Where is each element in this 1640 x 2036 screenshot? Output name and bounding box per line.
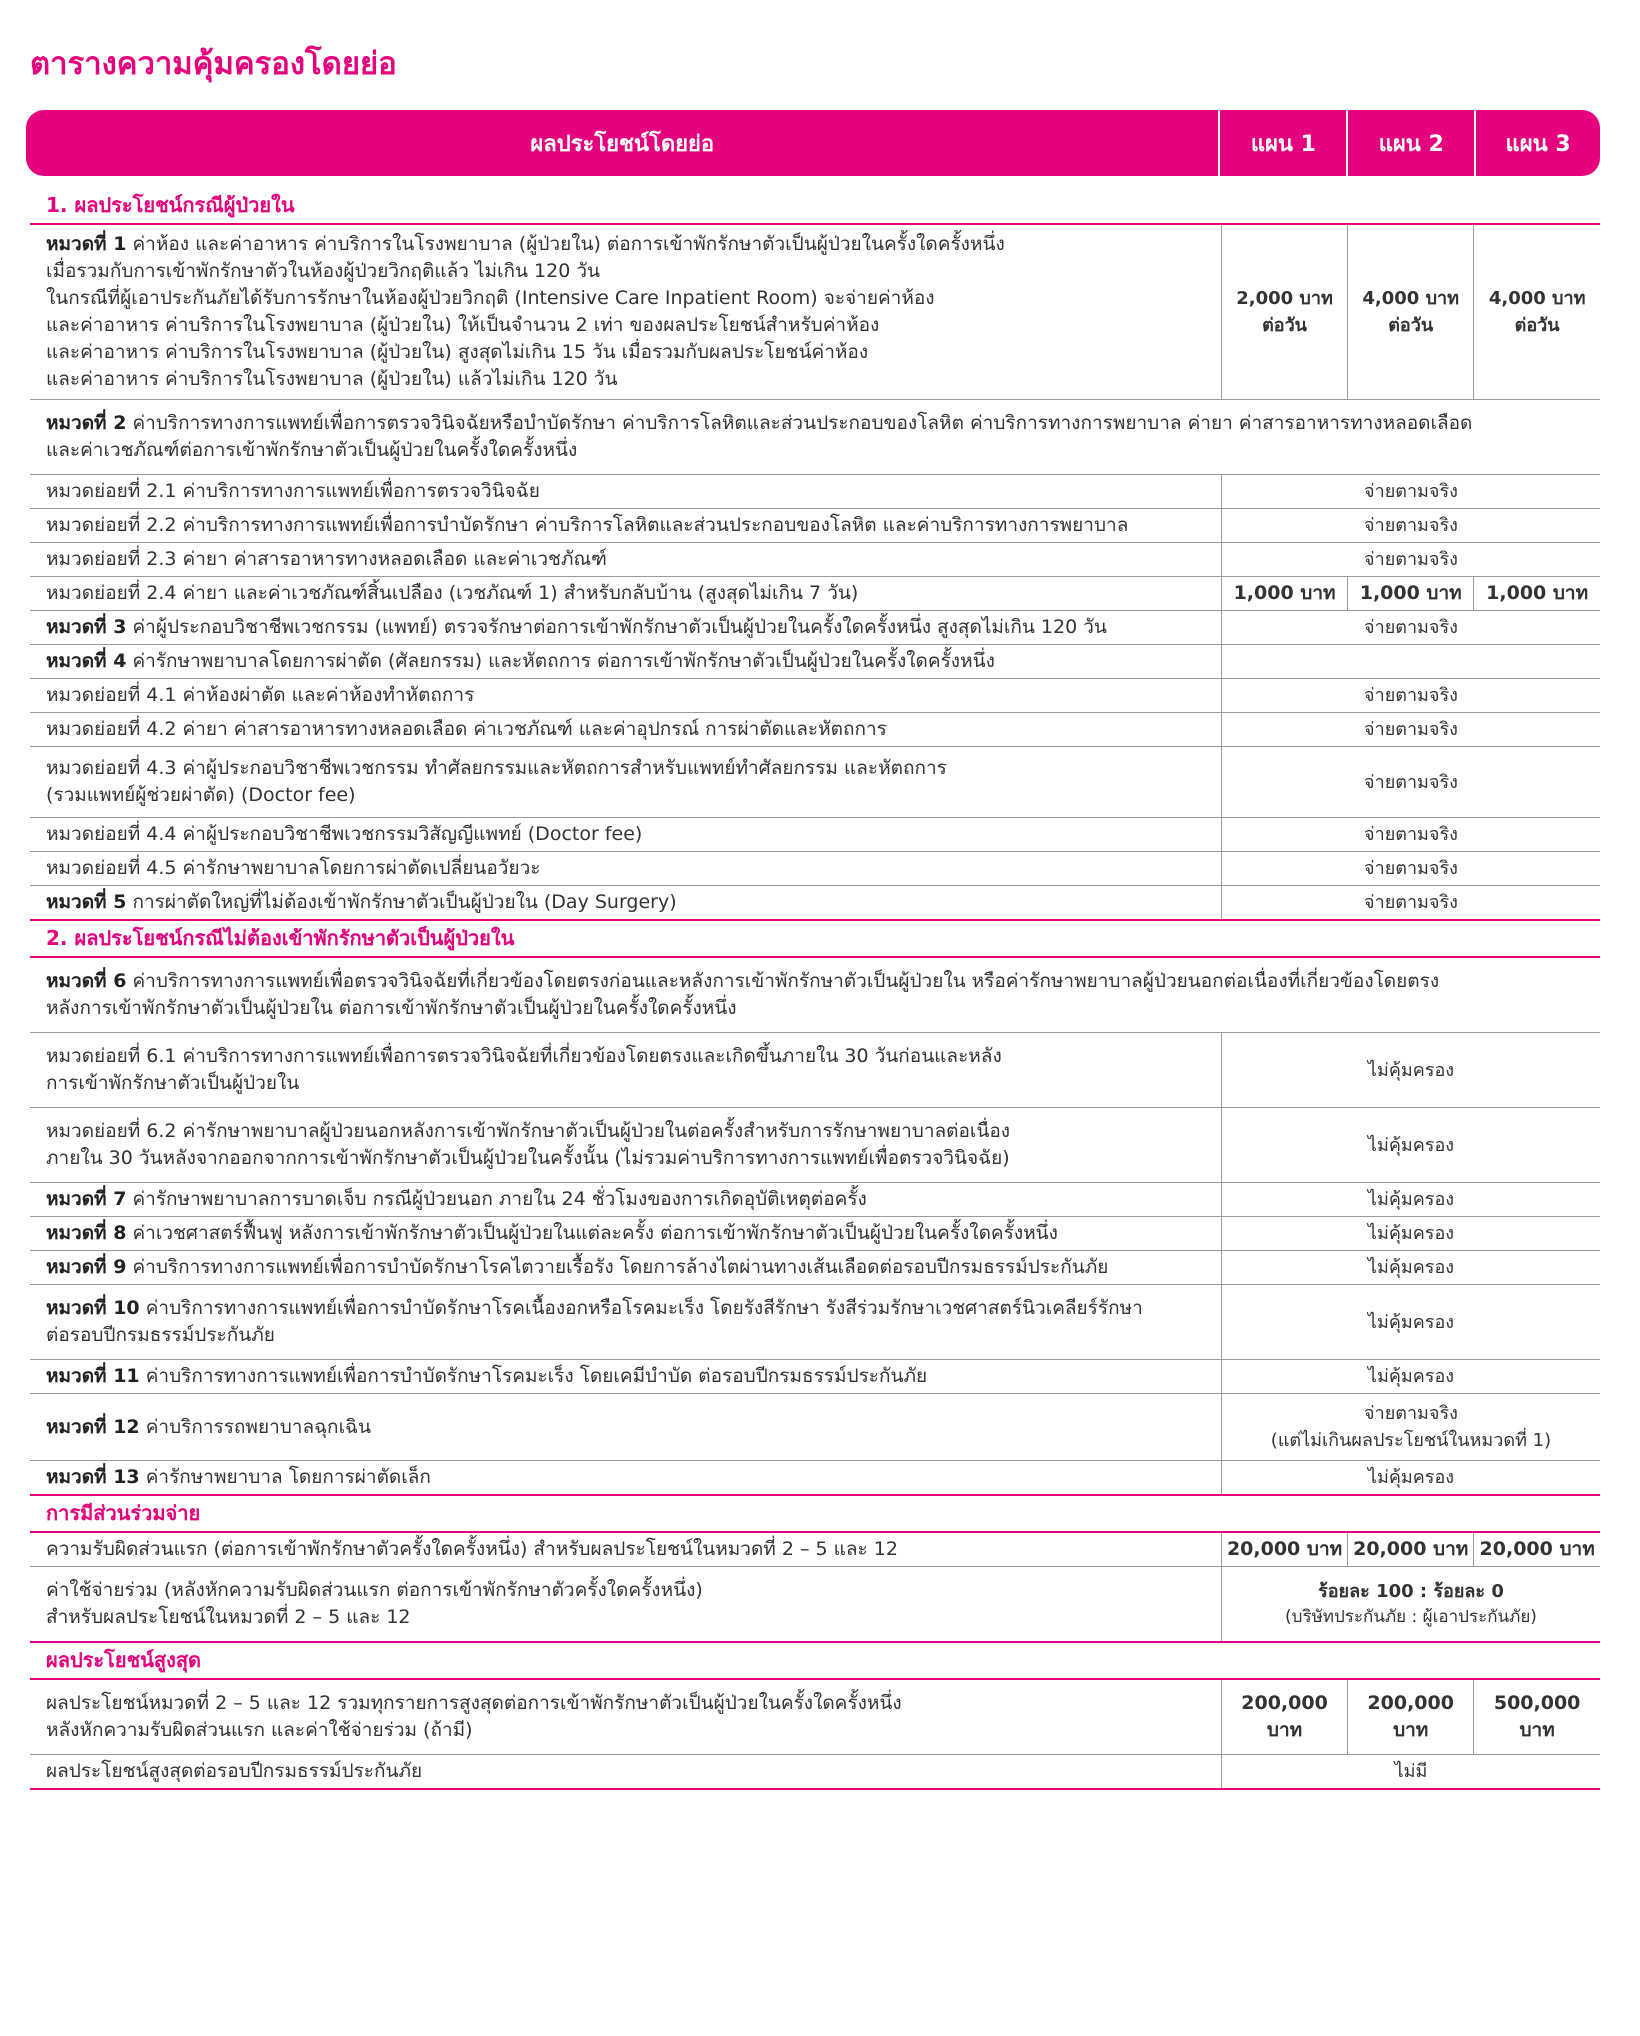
- category-label: หมวดที่ 8: [46, 1222, 127, 1244]
- section-title-row: [30, 1642, 1600, 1679]
- row-value: ไม่คุ้มครอง: [1221, 1183, 1600, 1217]
- table-row: [30, 886, 1600, 921]
- table-row: [30, 1394, 1600, 1461]
- row-category-6: [30, 957, 1600, 1033]
- row-max-per-stay: [30, 1679, 1221, 1755]
- table-row: [30, 679, 1600, 713]
- table-row: [30, 852, 1600, 886]
- table-row: [30, 645, 1600, 679]
- plan-2-value: [1348, 224, 1474, 400]
- row-text: ค่ารักษาพยาบาลการบาดเจ็บ กรณีผู้ป่วยนอก ภายใน 24 ชั่วโมงของการเกิดอุบัติเหตุต่อครั้ง: [132, 1188, 867, 1210]
- table-header: [26, 110, 1600, 176]
- row-value: ไม่คุ้มครอง: [1221, 1285, 1600, 1360]
- value-amount: 2,000 บาท: [1236, 288, 1333, 309]
- row-text: ในกรณีที่ผู้เอาประกันภัยได้รับการรักษาในห้องผู้ป่วยวิกฤติ (Intensive Care Inpatient Room) จะจ่ายค่าห้อง: [46, 287, 935, 309]
- section-title-row: [30, 188, 1600, 224]
- row-value: จ่ายตามจริง: [1221, 475, 1600, 509]
- row-category-3: [30, 611, 1221, 645]
- plan-1-value: 20,000 บาท: [1221, 1532, 1347, 1567]
- table-row: [30, 1183, 1600, 1217]
- value-amount: 4,000 บาท: [1362, 288, 1459, 309]
- row-text: การเข้าพักรักษาตัวเป็นผู้ป่วยใน: [46, 1072, 300, 1094]
- table-row: [30, 818, 1600, 852]
- row-coinsurance: [30, 1567, 1221, 1643]
- row-max-per-year: ผลประโยชน์สูงสุดต่อรอบปีกรมธรรม์ประกันภัย: [30, 1755, 1221, 1790]
- row-subcategory-2-1: หมวดย่อยที่ 2.1 ค่าบริการทางการแพทย์เพื่อการตรวจวินิจฉัย: [30, 475, 1221, 509]
- section-2-title: 2. ผลประโยชน์กรณีไม่ต้องเข้าพักรักษาตัวเป็นผู้ป่วยใน: [30, 920, 1600, 957]
- row-value: จ่ายตามจริง: [1221, 747, 1600, 818]
- row-text: ค่าเวชศาสตร์ฟื้นฟู หลังการเข้าพักรักษาตัวเป็นผู้ป่วยในแต่ละครั้ง ต่อการเข้าพักรักษาตัวเป็นผู้ป่วยในครั้งใดครั้งหนึ่ง: [132, 1222, 1058, 1244]
- category-label: หมวดที่ 9: [46, 1256, 127, 1278]
- value-line: ร้อยละ 100 : ร้อยละ 0: [1318, 1581, 1504, 1602]
- row-value: จ่ายตามจริง: [1221, 679, 1600, 713]
- row-text: ค่าใช้จ่ายร่วม (หลังหักความรับผิดส่วนแรก ต่อการเข้าพักรักษาตัวครั้งใดครั้งหนึ่ง): [46, 1579, 703, 1601]
- value-line: จ่ายตามจริง: [1364, 1403, 1458, 1424]
- table-row: [30, 1108, 1600, 1183]
- row-text: ค่าห้อง และค่าอาหาร ค่าบริการในโรงพยาบาล (ผู้ป่วยใน) ต่อการเข้าพักรักษาตัวเป็นผู้ป่วยในครั้งใดครั้งหนึ่ง: [132, 233, 1005, 255]
- row-subcategory-4-2: หมวดย่อยที่ 4.2 ค่ายา ค่าสารอาหารทางหลอดเลือด ค่าเวชภัณฑ์ และค่าอุปกรณ์ การผ่าตัดและหัตถการ: [30, 713, 1221, 747]
- coverage-table: [30, 188, 1600, 1790]
- row-category-9: [30, 1251, 1221, 1285]
- category-label: หมวดที่ 3: [46, 616, 127, 638]
- row-text: ค่ารักษาพยาบาลโดยการผ่าตัด (ศัลยกรรม) และหัตถการ ต่อการเข้าพักรักษาตัวเป็นผู้ป่วยในครั้งใดครั้งหนึ่ง: [132, 650, 995, 672]
- plan-2-value: 1,000 บาท: [1348, 577, 1474, 611]
- category-label: หมวดที่ 4: [46, 650, 127, 672]
- value-unit: ต่อวัน: [1262, 315, 1307, 336]
- value-line: (แต่ไม่เกินผลประโยชน์ในหมวดที่ 1): [1270, 1430, 1552, 1451]
- table-row: [30, 1755, 1600, 1790]
- row-value-empty: [1221, 645, 1600, 679]
- row-text: หมวดย่อยที่ 6.1 ค่าบริการทางการแพทย์เพื่อการตรวจวินิจฉัยที่เกี่ยวข้องโดยตรงและเกิดขึ้นภายใน 30 วันก่อนและหลัง: [46, 1045, 1002, 1067]
- row-subcategory-4-3: [30, 747, 1221, 818]
- table-row: [30, 543, 1600, 577]
- value-unit: ต่อวัน: [1388, 315, 1434, 336]
- plan-3-value: [1474, 224, 1600, 400]
- row-value: ไม่คุ้มครอง: [1221, 1360, 1600, 1394]
- table-row: [30, 611, 1600, 645]
- table-row: [30, 747, 1600, 818]
- category-label: หมวดที่ 13: [46, 1466, 140, 1488]
- row-text: การผ่าตัดใหญ่ที่ไม่ต้องเข้าพักรักษาตัวเป็นผู้ป่วยใน (Day Surgery): [132, 891, 677, 913]
- row-category-11: [30, 1360, 1221, 1394]
- category-label: หมวดที่ 12: [46, 1415, 140, 1438]
- row-subcategory-4-4: หมวดย่อยที่ 4.4 ค่าผู้ประกอบวิชาชีพเวชกรรมวิสัญญีแพทย์ (Doctor fee): [30, 818, 1221, 852]
- row-text: ค่าบริการทางการแพทย์เพื่อการบำบัดรักษาโรคมะเร็ง โดยเคมีบำบัด ต่อรอบปีกรมธรรม์ประกันภัย: [145, 1365, 928, 1387]
- row-value: ไม่คุ้มครอง: [1221, 1461, 1600, 1496]
- table-row: [30, 1285, 1600, 1360]
- row-text: (รวมแพทย์ผู้ช่วยผ่าตัด) (Doctor fee): [46, 784, 356, 806]
- row-subcategory-6-2: [30, 1108, 1221, 1183]
- page-title: ตารางความคุ้มครองโดยย่อ: [30, 46, 397, 82]
- row-category-13: [30, 1461, 1221, 1496]
- row-subcategory-2-3: หมวดย่อยที่ 2.3 ค่ายา ค่าสารอาหารทางหลอดเลือด และค่าเวชภัณฑ์: [30, 543, 1221, 577]
- category-label: หมวดที่ 7: [46, 1188, 127, 1210]
- row-value: ไม่คุ้มครอง: [1221, 1108, 1600, 1183]
- plan-1-value: [1221, 224, 1347, 400]
- plan-1-value: 1,000 บาท: [1221, 577, 1347, 611]
- row-value: จ่ายตามจริง: [1221, 852, 1600, 886]
- row-text: ภายใน 30 วันหลังจากออกจากการเข้าพักรักษาตัวเป็นผู้ป่วยในครั้งนั้น (ไม่รวมค่าบริการทางการแพทย์เพื่อตรวจวินิจฉัย): [46, 1147, 1010, 1169]
- row-value: จ่ายตามจริง: [1221, 818, 1600, 852]
- row-value: ไม่คุ้มครอง: [1221, 1217, 1600, 1251]
- table-row: [30, 1360, 1600, 1394]
- table-row: [30, 577, 1600, 611]
- category-label: หมวดที่ 6: [46, 970, 127, 992]
- row-deductible: ความรับผิดส่วนแรก (ต่อการเข้าพักรักษาตัวครั้งใดครั้งหนึ่ง) สำหรับผลประโยชน์ในหมวดที่ 2 – 5 และ 12: [30, 1532, 1221, 1567]
- row-text: และค่าเวชภัณฑ์ต่อการเข้าพักรักษาตัวเป็นผู้ป่วยในครั้งใดครั้งหนึ่ง: [46, 439, 578, 461]
- row-value: จ่ายตามจริง: [1221, 713, 1600, 747]
- table-row: [30, 224, 1600, 400]
- row-subcategory-4-5: หมวดย่อยที่ 4.5 ค่ารักษาพยาบาลโดยการผ่าตัดเปลี่ยนอวัยวะ: [30, 852, 1221, 886]
- row-text: ค่าบริการรถพยาบาลฉุกเฉิน: [145, 1415, 371, 1438]
- table-row: [30, 400, 1600, 475]
- table-row: [30, 1461, 1600, 1496]
- plan-3-value: 20,000 บาท: [1474, 1532, 1600, 1567]
- row-text: หลังหักความรับผิดส่วนแรก และค่าใช้จ่ายร่วม (ถ้ามี): [46, 1719, 473, 1741]
- row-text: หมวดย่อยที่ 6.2 ค่ารักษาพยาบาลผู้ป่วยนอกหลังการเข้าพักรักษาตัวเป็นผู้ป่วยในต่อครั้งสำหรับการรักษาพยาบาลต่อเนื่อง: [46, 1120, 1011, 1142]
- table-row: [30, 1251, 1600, 1285]
- row-value: [1221, 1567, 1600, 1643]
- copay-title: การมีส่วนร่วมจ่าย: [30, 1495, 1600, 1532]
- row-text: ค่าบริการทางการแพทย์เพื่อตรวจวินิจฉัยที่เกี่ยวข้องโดยตรงก่อนและหลังการเข้าพักรักษาตัวเป็นผู้ป่วยใน หรือค่ารักษาพยาบาลผู้ป่วยนอกต่อเนื่องที่เกี่ยวข้องโดยตรง: [132, 970, 1440, 992]
- table-row: [30, 1217, 1600, 1251]
- row-text: ต่อรอบปีกรมธรรม์ประกันภัย: [46, 1324, 275, 1346]
- row-category-2: [30, 400, 1600, 475]
- section-title-row: [30, 920, 1600, 957]
- table-row: [30, 509, 1600, 543]
- row-text: หมวดย่อยที่ 4.3 ค่าผู้ประกอบวิชาชีพเวชกรรม ทำศัลยกรรมและหัตถการสำหรับแพทย์ทำศัลยกรรม และหัตถการ: [46, 757, 947, 779]
- table-row: [30, 957, 1600, 1033]
- row-text: ค่าบริการทางการแพทย์เพื่อการตรวจวินิจฉัยหรือบำบัดรักษา ค่าบริการโลหิตและส่วนประกอบของโลหิต ค่าบริการทางการพยาบาล ค่ายา ค่าสารอาหารทางหลอดเลือด: [132, 412, 1473, 434]
- row-value: [1221, 1394, 1600, 1461]
- value-line: (บริษัทประกันภัย : ผู้เอาประกันภัย): [1285, 1607, 1537, 1627]
- plan-3-value: 500,000 บาท: [1474, 1679, 1600, 1755]
- plan-1-value: 200,000 บาท: [1221, 1679, 1347, 1755]
- row-text: ผลประโยชน์หมวดที่ 2 – 5 และ 12 รวมทุกรายการสูงสุดต่อการเข้าพักรักษาตัวเป็นผู้ป่วยในครั้งใดครั้งหนึ่ง: [46, 1692, 902, 1714]
- header-benefit: ผลประโยชน์โดยย่อ: [530, 131, 715, 157]
- category-label: หมวดที่ 11: [46, 1365, 140, 1387]
- row-text: ค่ารักษาพยาบาล โดยการผ่าตัดเล็ก: [145, 1466, 431, 1488]
- header-plan-2: แผน 2: [1346, 110, 1474, 176]
- row-value: จ่ายตามจริง: [1221, 543, 1600, 577]
- category-label: หมวดที่ 1: [46, 233, 127, 255]
- row-value: จ่ายตามจริง: [1221, 509, 1600, 543]
- row-text: ค่าบริการทางการแพทย์เพื่อการบำบัดรักษาโรคไตวายเรื้อรัง โดยการล้างไตผ่านทางเส้นเลือดต่อรอบปีกรมธรรม์ประกันภัย: [132, 1256, 1109, 1278]
- row-category-10: [30, 1285, 1221, 1360]
- row-value: ไม่คุ้มครอง: [1221, 1033, 1600, 1108]
- row-text: และค่าอาหาร ค่าบริการในโรงพยาบาล (ผู้ป่วยใน) แล้วไม่เกิน 120 วัน: [46, 368, 618, 390]
- row-category-1: [30, 224, 1221, 400]
- value-amount: 4,000 บาท: [1488, 288, 1586, 309]
- row-category-8: [30, 1217, 1221, 1251]
- table-row: [30, 713, 1600, 747]
- row-subcategory-2-2: หมวดย่อยที่ 2.2 ค่าบริการทางการแพทย์เพื่อการบำบัดรักษา ค่าบริการโลหิตและส่วนประกอบของโลหิต และค่าบริการทางการพยาบาล: [30, 509, 1221, 543]
- category-label: หมวดที่ 2: [46, 412, 127, 434]
- row-category-12: [30, 1394, 1221, 1461]
- row-text: และค่าอาหาร ค่าบริการในโรงพยาบาล (ผู้ป่วยใน) ให้เป็นจำนวน 2 เท่า ของผลประโยชน์สำหรับค่าห้อง: [46, 314, 880, 336]
- row-text: ค่าบริการทางการแพทย์เพื่อการบำบัดรักษาโรคเนื้องอกหรือโรคมะเร็ง โดยรังสีรักษา รังสีร่วมรักษาเวชศาสตร์นิวเคลียร์รักษา: [145, 1297, 1143, 1319]
- row-value: จ่ายตามจริง: [1221, 611, 1600, 645]
- table-row: [30, 1679, 1600, 1755]
- row-text: และค่าอาหาร ค่าบริการในโรงพยาบาล (ผู้ป่วยใน) สูงสุดไม่เกิน 15 วัน เมื่อรวมกับผลประโยชน์ค่าห้อง: [46, 341, 869, 363]
- row-category-4: [30, 645, 1221, 679]
- row-text: เมื่อรวมกับการเข้าพักรักษาตัวในห้องผู้ป่วยวิกฤติแล้ว ไม่เกิน 120 วัน: [46, 260, 601, 282]
- value-unit: ต่อวัน: [1514, 315, 1560, 336]
- row-text: หลังการเข้าพักรักษาตัวเป็นผู้ป่วยใน ต่อการเข้าพักรักษาตัวเป็นผู้ป่วยในครั้งใดครั้งหนึ่ง: [46, 997, 737, 1019]
- header-plan-1: แผน 1: [1218, 110, 1346, 176]
- row-category-5: [30, 886, 1221, 921]
- row-category-7: [30, 1183, 1221, 1217]
- plan-2-value: 20,000 บาท: [1348, 1532, 1474, 1567]
- section-1-title: 1. ผลประโยชน์กรณีผู้ป่วยใน: [30, 188, 1600, 224]
- table-row: [30, 1532, 1600, 1567]
- row-text: สำหรับผลประโยชน์ในหมวดที่ 2 – 5 และ 12: [46, 1606, 411, 1628]
- row-subcategory-2-4: หมวดย่อยที่ 2.4 ค่ายา และค่าเวชภัณฑ์สิ้นเปลือง (เวชภัณฑ์ 1) สำหรับกลับบ้าน (สูงสุดไม่เกิน 7 วัน): [30, 577, 1221, 611]
- section-title-row: [30, 1495, 1600, 1532]
- plan-3-value: 1,000 บาท: [1474, 577, 1600, 611]
- row-value: ไม่มี: [1221, 1755, 1600, 1790]
- header-plan-3: แผน 3: [1474, 110, 1600, 176]
- category-label: หมวดที่ 10: [46, 1297, 140, 1319]
- table-row: [30, 1033, 1600, 1108]
- row-subcategory-6-1: [30, 1033, 1221, 1108]
- row-subcategory-4-1: หมวดย่อยที่ 4.1 ค่าห้องผ่าตัด และค่าห้องทำหัตถการ: [30, 679, 1221, 713]
- category-label: หมวดที่ 5: [46, 891, 127, 913]
- plan-2-value: 200,000 บาท: [1348, 1679, 1474, 1755]
- row-text: ค่าผู้ประกอบวิชาชีพเวชกรรม (แพทย์) ตรวจรักษาต่อการเข้าพักรักษาตัวเป็นผู้ป่วยในครั้งใดครั้งหนึ่ง สูงสุดไม่เกิน 120 วัน: [132, 616, 1107, 638]
- table-row: [30, 475, 1600, 509]
- row-value: จ่ายตามจริง: [1221, 886, 1600, 921]
- table-row: [30, 1567, 1600, 1643]
- row-value: ไม่คุ้มครอง: [1221, 1251, 1600, 1285]
- max-benefit-title: ผลประโยชน์สูงสุด: [30, 1642, 1600, 1679]
